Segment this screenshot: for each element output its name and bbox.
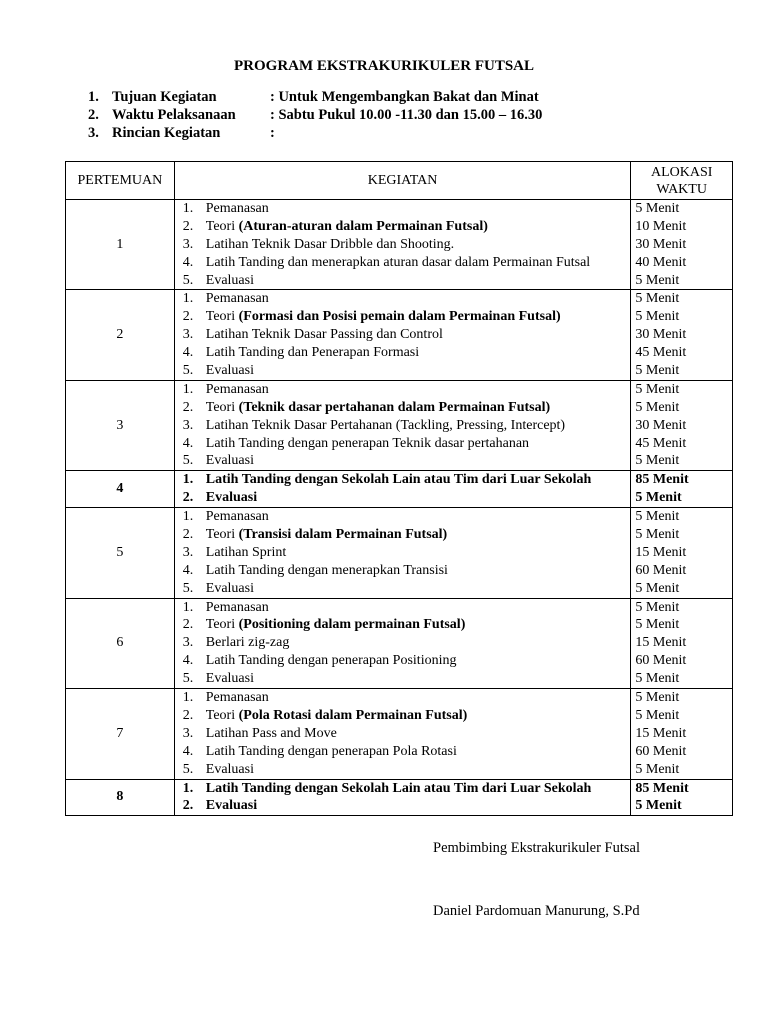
activity-number: 1. bbox=[182, 599, 194, 615]
activity-text: Latihan Teknik Dasar Passing dan Control bbox=[205, 327, 443, 343]
activity-number: 2. bbox=[182, 490, 194, 506]
activity-topic: (Teknik dasar pertahanan dalam Permainan Futsal) bbox=[238, 399, 551, 415]
table-row bbox=[66, 200, 733, 290]
activity-list bbox=[174, 689, 631, 779]
activity-item bbox=[175, 761, 631, 779]
time-value: 5 Menit bbox=[635, 453, 680, 469]
time-value: 10 Menit bbox=[635, 218, 687, 234]
activity-item bbox=[175, 544, 631, 562]
activity-topic: (Aturan-aturan dalam Permainan Futsal) bbox=[238, 218, 488, 234]
activity-text: Teori bbox=[205, 399, 239, 415]
activity-number: 5. bbox=[182, 272, 194, 288]
activity-topic: (Pola Rotasi dalam Permainan Futsal) bbox=[238, 707, 468, 723]
activity-item bbox=[175, 599, 631, 617]
table-row bbox=[66, 290, 733, 380]
activity-number: 2. bbox=[182, 707, 194, 723]
activity-number: 5. bbox=[182, 580, 194, 596]
activity-number: 4. bbox=[182, 653, 194, 669]
activity-item bbox=[175, 670, 631, 688]
activity-number: 1. bbox=[182, 780, 194, 796]
activity-text: Latih Tanding dan Penerapan Formasi bbox=[205, 345, 420, 361]
activity-number: 2. bbox=[182, 399, 194, 415]
time-allocation-list bbox=[631, 290, 733, 380]
time-allocation-list bbox=[631, 598, 733, 688]
meeting-number: 3 bbox=[66, 380, 175, 470]
time-value: 40 Menit bbox=[635, 254, 687, 270]
activity-item bbox=[175, 417, 631, 435]
table-row bbox=[66, 508, 733, 598]
activity-number: 3. bbox=[182, 725, 194, 741]
activity-text: Teori bbox=[205, 617, 239, 633]
activity-text: Latihan Sprint bbox=[205, 544, 287, 560]
activity-text: Pemanasan bbox=[205, 599, 269, 615]
info-number: 1. bbox=[88, 89, 99, 105]
activity-item bbox=[175, 634, 631, 652]
activity-number: 1. bbox=[182, 201, 194, 216]
time-value: 5 Menit bbox=[635, 690, 680, 706]
time-value: 5 Menit bbox=[635, 617, 680, 633]
activity-topic: (Transisi dalam Permainan Futsal) bbox=[238, 527, 448, 543]
activity-item bbox=[175, 725, 631, 743]
time-value: 30 Menit bbox=[635, 236, 687, 252]
activity-number: 2. bbox=[182, 798, 194, 814]
table-row bbox=[66, 689, 733, 779]
time-value: 5 Menit bbox=[635, 671, 680, 687]
info-label: Rincian Kegiatan bbox=[112, 125, 221, 141]
info-label: Tujuan Kegiatan bbox=[112, 89, 217, 105]
meeting-number: 7 bbox=[66, 689, 175, 779]
activity-text: Berlari zig-zag bbox=[205, 635, 290, 651]
header-alokasi-line1: ALOKASI bbox=[650, 164, 713, 180]
activity-number: 1. bbox=[182, 381, 194, 397]
time-value: 5 Menit bbox=[635, 272, 680, 288]
activity-item bbox=[175, 399, 631, 417]
activity-text: Evaluasi bbox=[205, 272, 254, 288]
info-value: : Untuk Mengembangkan Bakat dan Minat bbox=[270, 89, 539, 105]
time-value: 5 Menit bbox=[635, 309, 680, 325]
info-value: : bbox=[270, 125, 275, 141]
activity-number: 3. bbox=[182, 544, 194, 560]
activity-item bbox=[175, 652, 631, 670]
activity-item bbox=[175, 780, 631, 798]
table-row bbox=[66, 779, 733, 816]
table-row bbox=[66, 598, 733, 688]
activity-text: Latih Tanding dengan penerapan Teknik dasar pertahanan bbox=[205, 435, 530, 451]
info-value: : Sabtu Pukul 10.00 -11.30 dan 15.00 – 16.30 bbox=[270, 107, 543, 123]
time-value: 15 Menit bbox=[635, 635, 687, 651]
time-value: 5 Menit bbox=[635, 381, 680, 397]
time-value: 30 Menit bbox=[635, 327, 687, 343]
meeting-number: 5 bbox=[66, 508, 175, 598]
time-value: 15 Menit bbox=[635, 544, 687, 560]
time-value: 5 Menit bbox=[635, 707, 680, 723]
activity-number: 4. bbox=[182, 743, 194, 759]
meeting-number: 8 bbox=[66, 779, 175, 816]
activity-list bbox=[174, 471, 631, 508]
meeting-number: 1 bbox=[66, 200, 175, 290]
activity-item bbox=[175, 743, 631, 761]
table-row bbox=[66, 380, 733, 470]
activity-text: Evaluasi bbox=[205, 761, 254, 777]
info-row-purpose bbox=[88, 88, 542, 106]
activity-text: Teori bbox=[205, 707, 239, 723]
activity-topic: (Formasi dan Posisi pemain dalam Permainan Futsal) bbox=[238, 309, 561, 325]
activity-item bbox=[175, 362, 631, 380]
table-body bbox=[66, 200, 733, 816]
activity-text: Evaluasi bbox=[205, 580, 254, 596]
header-pertemuan: PERTEMUAN bbox=[66, 162, 175, 200]
time-allocation-list bbox=[631, 200, 733, 290]
document-title: PROGRAM EKSTRAKURIKULER FUTSAL bbox=[233, 58, 535, 74]
time-value: 5 Menit bbox=[635, 761, 680, 777]
activity-item bbox=[175, 489, 631, 507]
info-number: 2. bbox=[88, 107, 99, 123]
activity-item bbox=[175, 707, 631, 725]
activity-item bbox=[175, 308, 631, 326]
activity-item bbox=[175, 200, 631, 218]
activity-text: Latih Tanding dengan penerapan Pola Rotasi bbox=[205, 743, 457, 759]
time-value: 60 Menit bbox=[635, 653, 687, 669]
activity-number: 3. bbox=[182, 635, 194, 651]
activity-text: Evaluasi bbox=[205, 798, 258, 814]
time-value: 5 Menit bbox=[635, 580, 680, 596]
activity-number: 4. bbox=[182, 562, 194, 578]
time-allocation-list bbox=[631, 508, 733, 598]
signature-role: Pembimbing Ekstrakurikuler Futsal bbox=[433, 840, 641, 856]
info-label: Waktu Pelaksanaan bbox=[112, 107, 236, 123]
activity-number: 4. bbox=[182, 254, 194, 270]
activity-text: Latih Tanding dengan Sekolah Lain atau Tim dari Luar Sekolah bbox=[205, 472, 592, 488]
activity-text: Latihan Teknik Dasar Pertahanan (Tackling, Pressing, Intercept) bbox=[205, 417, 566, 433]
activity-number: 1. bbox=[182, 472, 194, 488]
time-value: 45 Menit bbox=[635, 345, 687, 361]
activity-number: 5. bbox=[182, 363, 194, 379]
header-alokasi-line2: WAKTU bbox=[656, 181, 707, 197]
time-value: 30 Menit bbox=[635, 417, 687, 433]
time-value: 60 Menit bbox=[635, 562, 687, 578]
activity-item bbox=[175, 689, 631, 707]
activity-item bbox=[175, 272, 631, 290]
time-value: 5 Menit bbox=[635, 798, 682, 814]
activity-item bbox=[175, 452, 631, 470]
time-value: 60 Menit bbox=[635, 743, 687, 759]
activity-item bbox=[175, 236, 631, 254]
activity-text: Evaluasi bbox=[205, 453, 254, 469]
activity-item bbox=[175, 580, 631, 598]
activity-item bbox=[175, 508, 631, 526]
activity-text: Teori bbox=[205, 527, 239, 543]
activity-item bbox=[175, 344, 631, 362]
activity-text: Teori bbox=[205, 309, 239, 325]
meeting-number: 6 bbox=[66, 598, 175, 688]
activity-text: Pemanasan bbox=[205, 690, 269, 706]
activity-item bbox=[175, 381, 631, 399]
activity-topic: (Positioning dalam permainan Futsal) bbox=[238, 617, 466, 633]
schedule-table bbox=[65, 161, 733, 816]
activity-number: 2. bbox=[182, 617, 194, 633]
time-allocation-list bbox=[631, 380, 733, 470]
time-allocation-list bbox=[631, 471, 733, 508]
activity-text: Latih Tanding dengan menerapkan Transisi bbox=[205, 562, 448, 578]
time-value: 5 Menit bbox=[635, 399, 680, 415]
activity-text: Latih Tanding dan menerapkan aturan dasar dalam Permainan Futsal bbox=[205, 254, 591, 270]
activity-number: 1. bbox=[182, 690, 194, 706]
activity-text: Latihan Teknik Dasar Dribble dan Shooting. bbox=[205, 236, 455, 252]
table-header-row bbox=[66, 162, 733, 200]
activity-text: Latihan Pass and Move bbox=[205, 725, 337, 741]
activity-text: Latih Tanding dengan Sekolah Lain atau Tim dari Luar Sekolah bbox=[205, 780, 592, 796]
activity-number: 5. bbox=[182, 671, 194, 687]
activity-number: 3. bbox=[182, 236, 194, 252]
activity-text: Pemanasan bbox=[205, 509, 269, 525]
activity-text: Teori bbox=[205, 218, 239, 234]
activity-text: Evaluasi bbox=[205, 363, 254, 379]
time-allocation-list bbox=[631, 779, 733, 816]
activity-item bbox=[175, 218, 631, 236]
activity-item bbox=[175, 254, 631, 272]
time-allocation-list bbox=[631, 689, 733, 779]
meeting-number: 4 bbox=[66, 471, 175, 508]
activity-text: Pemanasan bbox=[205, 201, 269, 216]
time-value: 45 Menit bbox=[635, 435, 687, 451]
activity-item bbox=[175, 616, 631, 634]
time-value: 5 Menit bbox=[635, 363, 680, 379]
time-value: 5 Menit bbox=[635, 201, 680, 216]
time-value: 5 Menit bbox=[635, 527, 680, 543]
time-value: 5 Menit bbox=[635, 599, 680, 615]
activity-item bbox=[175, 290, 631, 308]
info-number: 3. bbox=[88, 125, 99, 141]
time-value: 85 Menit bbox=[635, 780, 689, 796]
activity-number: 1. bbox=[182, 509, 194, 525]
activity-number: 2. bbox=[182, 218, 194, 234]
activity-item bbox=[175, 435, 631, 453]
activity-number: 3. bbox=[182, 417, 194, 433]
activity-list bbox=[174, 598, 631, 688]
meeting-number: 2 bbox=[66, 290, 175, 380]
time-value: 5 Menit bbox=[635, 291, 680, 307]
time-value: 5 Menit bbox=[635, 509, 680, 525]
activity-number: 3. bbox=[182, 327, 194, 343]
signature-name: Daniel Pardomuan Manurung, S.Pd bbox=[433, 903, 640, 919]
activity-list bbox=[174, 508, 631, 598]
activity-number: 4. bbox=[182, 435, 194, 451]
activity-number: 5. bbox=[182, 453, 194, 469]
activity-text: Evaluasi bbox=[205, 490, 258, 506]
time-value: 85 Menit bbox=[635, 472, 689, 488]
time-value: 5 Menit bbox=[635, 490, 682, 506]
info-row-details bbox=[88, 124, 542, 142]
activity-text: Pemanasan bbox=[205, 291, 269, 307]
activity-number: 4. bbox=[182, 345, 194, 361]
activity-text: Latih Tanding dengan penerapan Positioning bbox=[205, 653, 457, 669]
header-kegiatan: KEGIATAN bbox=[174, 162, 631, 200]
activity-list bbox=[174, 290, 631, 380]
activity-item bbox=[175, 471, 631, 489]
activity-list bbox=[174, 380, 631, 470]
activity-item bbox=[175, 562, 631, 580]
activity-list bbox=[174, 779, 631, 816]
time-value: 15 Menit bbox=[635, 725, 687, 741]
activity-number: 2. bbox=[182, 527, 194, 543]
activity-list bbox=[174, 200, 631, 290]
info-list bbox=[88, 88, 542, 142]
activity-text: Pemanasan bbox=[205, 381, 269, 397]
activity-number: 2. bbox=[182, 309, 194, 325]
activity-item bbox=[175, 326, 631, 344]
table-row bbox=[66, 471, 733, 508]
activity-item bbox=[175, 526, 631, 544]
activity-number: 5. bbox=[182, 761, 194, 777]
info-row-schedule bbox=[88, 106, 542, 124]
activity-number: 1. bbox=[182, 291, 194, 307]
activity-text: Evaluasi bbox=[205, 671, 254, 687]
activity-item bbox=[175, 797, 631, 815]
header-alokasi bbox=[631, 162, 733, 200]
